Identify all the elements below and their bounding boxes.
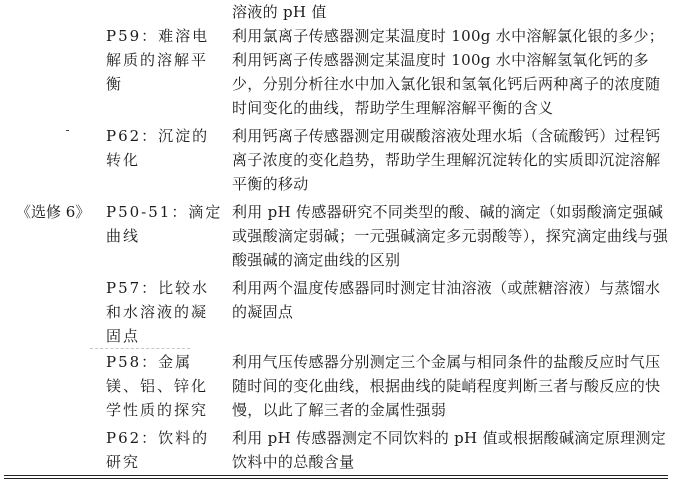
row-separator bbox=[90, 348, 190, 349]
row-description: 溶液的 pH 值 bbox=[232, 3, 327, 21]
margin-tick bbox=[66, 130, 69, 131]
row-description: 利用氯离子传感器测定某温度时 100g 水中溶解氯化银的多少；利用钙离子传感器测定某温度时 100g 水中溶解氢氧化钙的多少，分别分析往水中加入氯化银和氢氧化钙后两种离子的浓度随时间变化的曲线，帮助学生理解溶解平衡的含义 bbox=[232, 27, 665, 117]
table-bottom-rule bbox=[4, 475, 668, 476]
row-description: 利用气压传感器分别测定三个金属与相同条件的盐酸反应时气压随时间的变化曲线，根据曲线的陡峭程度判断三者与酸反应的快慢，以此了解三者的金属性强弱 bbox=[232, 353, 661, 419]
row-book: 《选修 6》 bbox=[16, 203, 91, 221]
row-topic: P59：难溶电解质的溶解平衡 bbox=[106, 27, 210, 93]
row-topic: P50-51：滴定曲线 bbox=[106, 203, 223, 245]
row-topic: P62：沉淀的转化 bbox=[106, 127, 210, 169]
row-description: 利用 pH 传感器测定不同饮料的 pH 值或根据酸碱滴定原理测定饮料中的总酸含量 bbox=[232, 429, 667, 471]
row-topic: P58：金属镁、铝、锌化学性质的探究 bbox=[106, 353, 209, 419]
table-bottom-rule bbox=[4, 478, 668, 479]
row-description: 利用 pH 传感器研究不同类型的酸、碱的滴定（如弱酸滴定强碱或强酸滴定弱碱；一元强碱滴定多元弱酸等），探究滴定曲线与强酸强碱的滴定曲线的区别 bbox=[232, 203, 669, 269]
row-description: 利用两个温度传感器同时测定甘油溶液（或蔗糖溶液）与蒸馏水的凝固点 bbox=[232, 279, 661, 321]
row-topic: P57：比较水和水溶液的凝固点 bbox=[106, 279, 210, 345]
row-description: 利用钙离子传感器测定用碳酸溶液处理水垢（含硫酸钙）过程钙离子浓度的变化趋势，帮助学生理解沉淀转化的实质即沉淀溶解平衡的移动 bbox=[232, 127, 661, 193]
row-topic: P62：饮料的研究 bbox=[106, 429, 210, 471]
